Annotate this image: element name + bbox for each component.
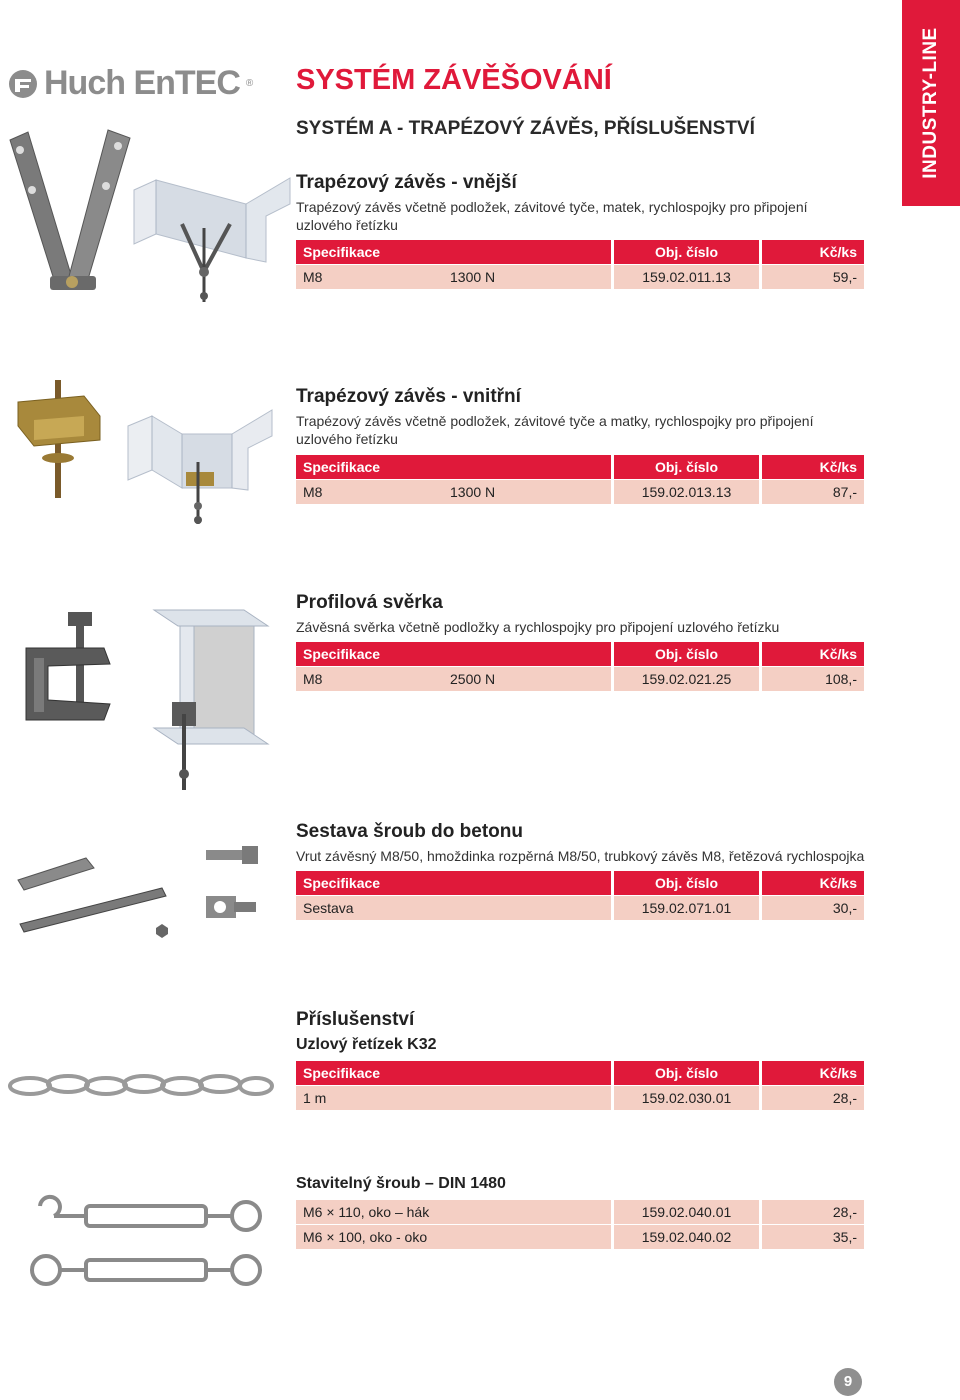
page-subtitle: SYSTÉM A - TRAPÉZOVÝ ZÁVĚS, PŘÍSLUŠENSTVÍ: [296, 118, 755, 139]
cell-spec: [296, 896, 611, 920]
turnbuckle-image: [26, 1192, 270, 1296]
section-description: Trapézový závěs včetně podložek, závitové tyče a matky, rychlospojky pro připojení uzlového řetízku: [296, 413, 814, 447]
cell-obj: 159.02.011.13: [614, 265, 759, 289]
inner-hanger-mounted-image: [122, 406, 292, 528]
cell-obj: 159.02.021.25: [614, 667, 759, 691]
cell-obj: 159.02.030.01: [614, 1086, 759, 1110]
industry-line-label: INDUSTRY-LINE: [920, 27, 941, 179]
product-table: [296, 1200, 864, 1250]
chain-title: Uzlový řetízek K32: [296, 1036, 437, 1053]
profile-clamp-image: [20, 608, 114, 734]
table-row: [296, 265, 864, 289]
header-price: Kč/ks: [762, 1061, 864, 1085]
outer-hanger-mounted-image: [126, 168, 296, 308]
brand-name: Huch EnTEC: [44, 64, 240, 102]
spec-value: Sestava: [303, 900, 354, 916]
table-header-row: [296, 455, 864, 479]
cell-spec: M6 × 110, oko – hák: [296, 1200, 611, 1224]
cell-price: 35,-: [762, 1225, 864, 1249]
cell-obj: 159.02.013.13: [614, 480, 759, 504]
cell-price: 30,-: [762, 896, 864, 920]
section-title: Trapézový závěs - vnější: [296, 172, 517, 193]
table-row: [296, 896, 864, 920]
cell-spec: [296, 667, 611, 691]
section-description: Závěsná svěrka včetně podložky a rychlospojky pro připojení uzlového řetízku: [296, 619, 780, 635]
page-number: 9: [834, 1368, 862, 1396]
page-title: SYSTÉM ZÁVĚŠOVÁNÍ: [296, 64, 612, 96]
header-price: Kč/ks: [762, 642, 864, 666]
cell-obj: 159.02.071.01: [614, 896, 759, 920]
brand-logo: [8, 64, 253, 103]
table-row: [296, 1200, 864, 1224]
product-table: [296, 455, 864, 505]
spec-value: M8: [303, 671, 323, 687]
table-header-row: [296, 240, 864, 264]
knot-chain-image: [6, 1066, 276, 1104]
brand-emblem-icon: [8, 69, 38, 99]
spec-value: M8: [303, 269, 323, 285]
section-title: Sestava šroub do betonu: [296, 821, 523, 842]
load-value: 1300 N: [450, 269, 496, 285]
section-title: Trapézový závěs - vnitřní: [296, 386, 521, 407]
product-table: [296, 871, 864, 921]
cell-price: 87,-: [762, 480, 864, 504]
table-header-row: [296, 1061, 864, 1085]
section-description: Trapézový závěs včetně podložek, závitové tyče, matek, rychlospojky pro připojení uzlového řetízku: [296, 199, 808, 233]
product-table: [296, 642, 864, 692]
table-row: [296, 667, 864, 691]
product-table: [296, 1061, 864, 1111]
table-row: [296, 480, 864, 504]
header-spec: Specifikace: [296, 240, 611, 264]
cell-obj: 159.02.040.02: [614, 1225, 759, 1249]
section-description: Vrut závěsný M8/50, hmoždinka rozpěrná M8/50, trubkový závěs M8, řetězová rychlospojka: [296, 848, 865, 864]
header-obj: Obj. číslo: [614, 642, 759, 666]
header-obj: Obj. číslo: [614, 1061, 759, 1085]
product-table: [296, 240, 864, 290]
cell-spec: [296, 480, 611, 504]
table-header-row: [296, 871, 864, 895]
header-price: Kč/ks: [762, 455, 864, 479]
cell-price: 28,-: [762, 1086, 864, 1110]
cell-price: 28,-: [762, 1200, 864, 1224]
header-price: Kč/ks: [762, 871, 864, 895]
table-row: [296, 1225, 864, 1249]
load-value: 1300 N: [450, 484, 496, 500]
header-price: Kč/ks: [762, 240, 864, 264]
brand-registered: ®: [245, 78, 254, 89]
header-spec: Specifikace: [296, 455, 611, 479]
header-obj: Obj. číslo: [614, 240, 759, 264]
cell-spec: M6 × 100, oko - oko: [296, 1225, 611, 1249]
inner-hanger-image: [14, 376, 104, 502]
header-spec: Specifikace: [296, 1061, 611, 1085]
cell-price: 108,-: [762, 667, 864, 691]
header-obj: Obj. číslo: [614, 871, 759, 895]
header-spec: Specifikace: [296, 871, 611, 895]
section-title: Profilová svěrka: [296, 592, 443, 613]
header-spec: Specifikace: [296, 642, 611, 666]
cell-price: 59,-: [762, 265, 864, 289]
turnbuckle-title: Stavitelný šroub – DIN 1480: [296, 1175, 506, 1192]
accessories-title: Příslušenství: [296, 1009, 415, 1030]
table-row: [296, 1086, 864, 1110]
load-value: 2500 N: [450, 671, 496, 687]
cell-spec: 1 m: [296, 1086, 611, 1110]
cell-obj: 159.02.040.01: [614, 1200, 759, 1224]
concrete-screw-set-image: [16, 844, 266, 940]
table-header-row: [296, 642, 864, 666]
cell-spec: [296, 265, 611, 289]
spec-value: M8: [303, 484, 323, 500]
industry-line-band: [902, 0, 960, 206]
header-obj: Obj. číslo: [614, 455, 759, 479]
profile-clamp-mounted-image: [144, 604, 274, 796]
